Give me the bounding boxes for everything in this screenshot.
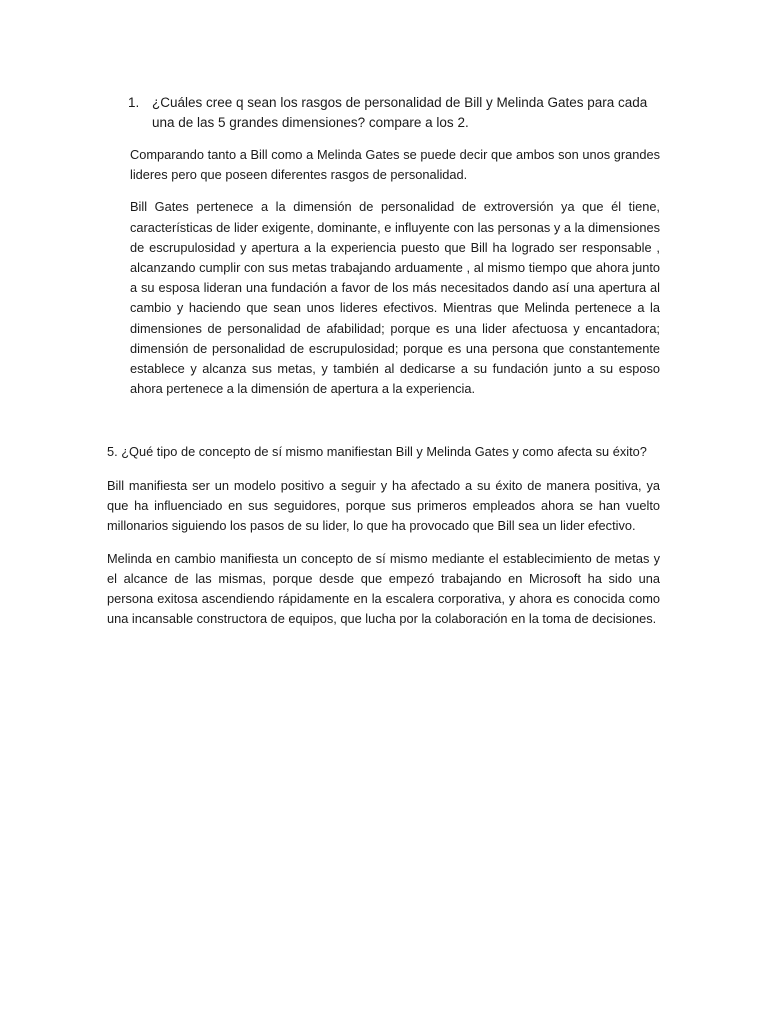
answer-1 [130,145,660,411]
list-number: 1. [128,95,140,110]
answer-5-melinda-paragraph: Melinda en cambio manifiesta un concepto de sí mismo mediante el establecimiento de metas y el alcance de las mismas, porque desde que empezó trabajando en Microsoft ha sido una persona exitosa ascendiendo rápidamente en la escalera corporativa, y ahora es conocida como una incansable constructora de equipos, que lucha por la colaboración en la toma de decisiones. [107,550,660,627]
question-5-section [107,442,660,641]
answer-1-body-paragraph: Bill Gates pertenece a la dimensión de personalidad de extroversión ya que él tiene, características de lider exigente, dominante, e influyente con las personas y a la dimensiones de escrupulosidad y apertura a la experiencia puesto que Bill ha logrado ser responsable , alcanzando cumplir con sus metas trabajando arduamente , al mismo tiempo que ahora junto a su esposa lideran una fundación a favor de los más necesitados dando así una apertura al cambio y haciendo que sean unos lideres efectivos. Mientras que Melinda pertenece a la dimensiones de personalidad de afabilidad; porque es una lider afectuosa y encantadora; dimensión de personalidad de escrupulosidad; porque es una persona que constantemente establece y alcanza sus metas, y también al dedicarse a su fundación junto a su esposo ahora pertenece a la dimensión de apertura a la experiencia. [130,199,660,397]
question-1-text: ¿Cuáles cree q sean los rasgos de personalidad de Bill y Melinda Gates para cada una de las 5 grandes dimensiones? compare a los 2. [152,95,648,130]
question-5-text: 5. ¿Qué tipo de concepto de sí mismo manifiestan Bill y Melinda Gates y como afecta su éxito? [107,444,647,459]
answer-5-bill-paragraph: Bill manifiesta ser un modelo positivo a seguir y ha afectado a su éxito de manera positiva, ya que ha influenciado en sus seguidores, porque sus primeros empleados ahora se han vuelto millonarios siguiendo los pasos de su lider, lo que ha provocado que Bill sea un lider efectivo. [107,478,660,534]
question-1 [128,93,658,133]
answer-1-intro-paragraph: Comparando tanto a Bill como a Melinda Gates se puede decir que ambos son unos grandes lideres pero que poseen diferentes rasgos de personalidad. [130,147,660,183]
